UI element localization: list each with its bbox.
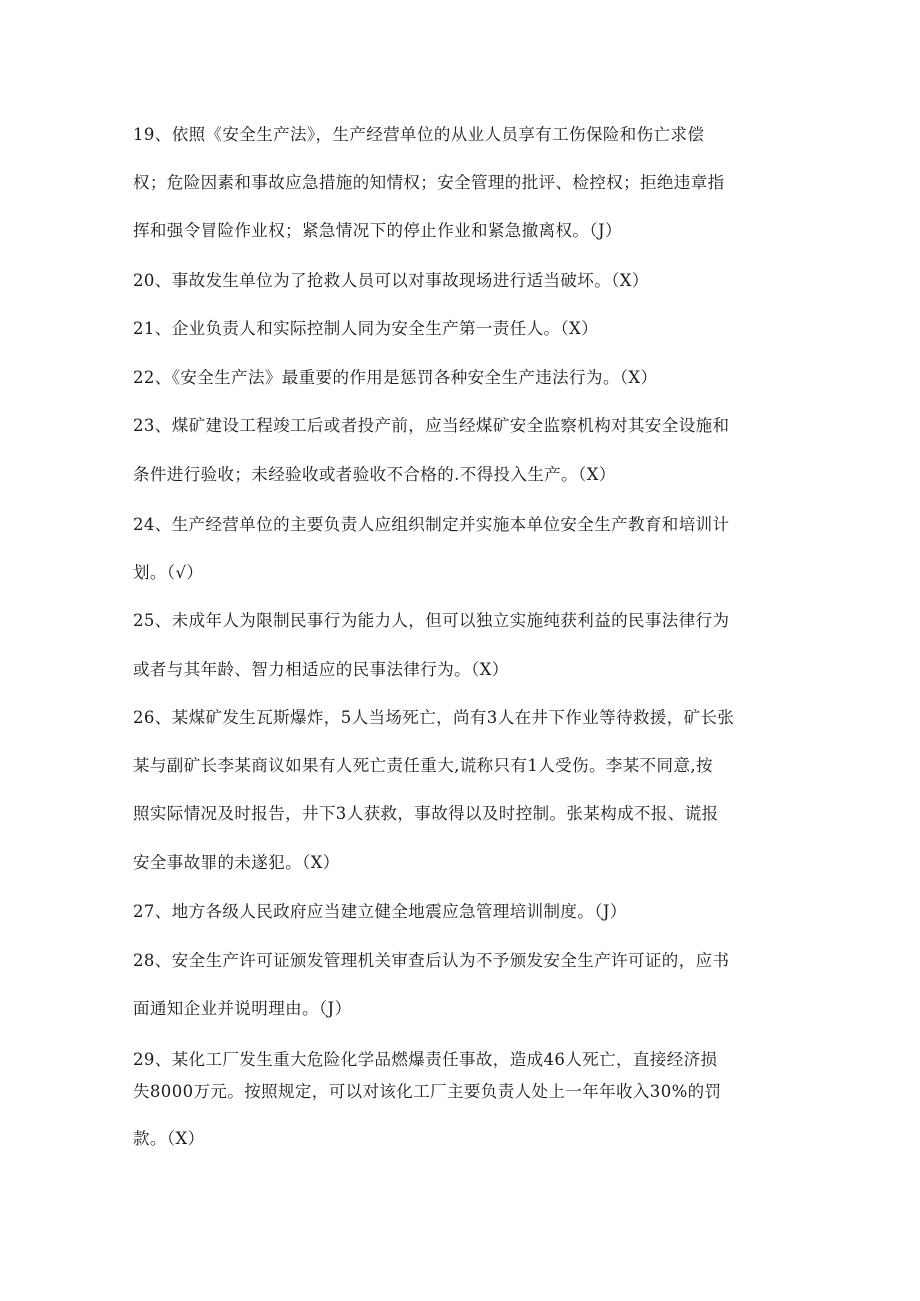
text-line: 20、事故发生单位为了抢救人员可以对事故现场进行适当破坏。（X）: [133, 271, 649, 290]
text-line: 26、某煤矿发生瓦斯爆炸，5人当场死亡，尚有3人在井下作业等待救援，矿长张: [133, 708, 735, 727]
text-line: 某与副矿长李某商议如果有人死亡责任重大,谎称只有1人受伤。李某不同意,按: [133, 756, 713, 775]
text-line: 安全事故罪的未遂犯。（X）: [133, 853, 340, 872]
text-line: 24、生产经营单位的主要负责人应组织制定并实施本单位安全生产教育和培训计: [133, 515, 730, 534]
text-line: 21、企业负责人和实际控制人同为安全生产第一责任人。（X）: [133, 319, 599, 338]
text-line: 失8000万元。按照规定，可以对该化工厂主要负责人处上一年年收入30%的罚: [133, 1082, 722, 1101]
text-line: 25、未成年人为限制民事行为能力人，但可以独立实施纯获利益的民事法律行为: [133, 611, 730, 630]
text-line: 29、某化工厂发生重大危险化学品燃爆责任事故，造成46人死亡，直接经济损: [133, 1050, 718, 1069]
text-line: 挥和强令冒险作业权；紧急情况下的停止作业和紧急撤离权。（J）: [133, 221, 622, 240]
text-line: 面通知企业并说明理由。（J）: [133, 999, 352, 1018]
text-line: 28、安全生产许可证颁发管理机关审查后认为不予颁发安全生产许可证的，应书: [133, 951, 730, 970]
text-line: 23、煤矿建设工程竣工后或者投产前，应当经煤矿安全监察机构对其安全设施和: [133, 416, 730, 435]
text-line: 22、《安全生产法》最重要的作用是惩罚各种安全生产违法行为。（X）: [133, 368, 658, 387]
text-line: 权；危险因素和事故应急措施的知情权；安全管理的批评、检控权；拒绝违章指: [133, 173, 725, 192]
text-line: 划。（√）: [133, 563, 204, 582]
text-line: 19、依照《安全生产法》，生产经营单位的从业人员享有工伤保险和伤亡求偿: [133, 125, 705, 144]
text-line: 27、地方各级人民政府应当建立健全地震应急管理培训制度。（J）: [133, 902, 627, 921]
text-line: 款。（X）: [133, 1129, 205, 1148]
text-line: 照实际情况及时报告，井下3人获救，事故得以及时控制。张某构成不报、谎报: [133, 804, 719, 823]
text-line: 条件进行验收；未经验收或者验收不合格的.不得投入生产。（X）: [133, 465, 616, 484]
text-line: 或者与其年龄、智力相适应的民事法律行为。（X）: [133, 660, 509, 679]
